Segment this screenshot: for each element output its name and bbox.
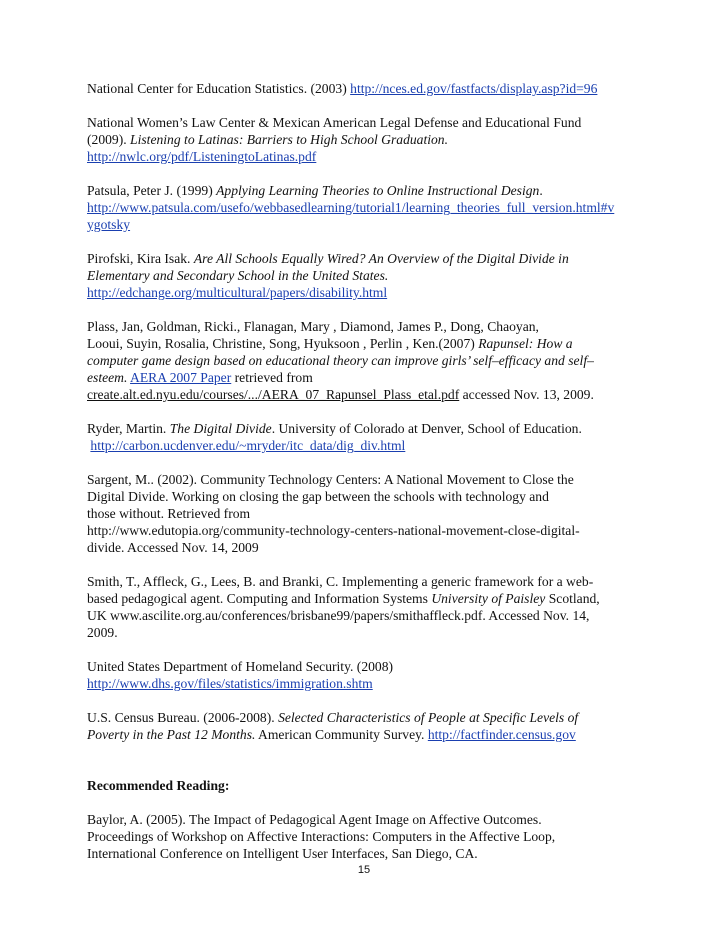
reference-smith xyxy=(87,573,647,641)
reference-title: University of Paisley xyxy=(431,591,546,606)
reference-text: accessed Nov. 13, 2009. xyxy=(459,387,594,402)
reference-line: Sargent, M.. (2002). Community Technology Centers: A National Movement to Close the xyxy=(87,472,574,487)
reference-line: Digital Divide. Working on closing the gap between the schools with technology and xyxy=(87,489,549,504)
reference-line xyxy=(87,335,647,352)
reference-line: National Women’s Law Center & Mexican American Legal Defense and Educational Fund xyxy=(87,115,582,130)
reference-line xyxy=(87,386,647,403)
reference-line: those without. Retrieved from xyxy=(87,506,251,521)
patsula-link-continued[interactable]: ygotsky xyxy=(87,217,131,232)
reference-baylor xyxy=(87,811,647,862)
page-number: 15 xyxy=(357,864,371,876)
nces-link[interactable]: http://nces.ed.gov/fastfacts/display.asp?id=96 xyxy=(350,81,598,96)
reference-title: Applying Learning Theories to Online Instructional Design xyxy=(216,183,540,198)
reference-title: computer game design based on educational theory can improve girls’ self–efficacy and self– xyxy=(87,353,594,368)
sargent-url: http://www.edutopia.org/community-technology-centers-national-movement-close-digital- xyxy=(87,523,580,538)
reference-line xyxy=(87,250,647,267)
pirofski-link[interactable]: http://edchange.org/multicultural/papers/disability.html xyxy=(87,285,388,300)
reference-text: based pedagogical agent. Computing and Information Systems xyxy=(87,591,432,606)
reference-title: esteem. xyxy=(87,370,128,385)
aera-paper-link[interactable]: AERA 2007 Paper xyxy=(130,370,232,385)
reference-text: Pirofski, Kira Isak. xyxy=(87,251,194,266)
reference-text: National Center for Education Statistics. (2003) xyxy=(87,81,351,96)
reference-line: Baylor, A. (2005). The Impact of Pedagogical Agent Image on Affective Outcomes. xyxy=(87,812,542,827)
reference-sargent xyxy=(87,471,647,556)
reference-text: Ryder, Martin. xyxy=(87,421,170,436)
reference-line: Plass, Jan, Goldman, Ricki., Flanagan, Mary , Diamond, James P., Dong, Chaoyan, xyxy=(87,319,539,334)
reference-dhs xyxy=(87,658,647,692)
reference-line xyxy=(87,131,647,148)
reference-title: Elementary and Secondary School in the United States. xyxy=(87,268,389,283)
reference-census xyxy=(87,709,647,743)
reference-line xyxy=(87,182,647,199)
reference-line: International Conference on Intelligent User Interfaces, San Diego, CA. xyxy=(87,846,478,861)
recommended-reading-heading: Recommended Reading: xyxy=(87,778,230,793)
reference-title: Rapunsel: How a xyxy=(478,336,573,351)
document-page xyxy=(87,80,647,879)
plass-pdf-link[interactable]: create.alt.ed.nyu.edu/courses/.../AERA_07_Rapunsel_Plass_etal.pdf xyxy=(87,387,460,402)
reference-text: Patsula, Peter J. (1999) xyxy=(87,183,217,198)
reference-nces xyxy=(87,80,647,97)
patsula-link[interactable]: http://www.patsula.com/usefo/webbasedlearning/tutorial1/learning_theories_full_version.html#v xyxy=(87,200,615,215)
reference-title: Listening to Latinas: Barriers to High School Graduation. xyxy=(130,132,449,147)
reference-line: UK www.ascilite.org.au/conferences/brisbane99/papers/smithaffleck.pdf. Accessed Nov. 14, xyxy=(87,608,590,623)
reference-title: Are All Schools Equally Wired? An Overview of the Digital Divide in xyxy=(193,251,569,266)
dhs-link[interactable]: http://www.dhs.gov/files/statistics/immigration.shtm xyxy=(87,676,373,691)
reference-text: . University of Colorado at Denver, School of Education. xyxy=(271,421,582,436)
reference-line xyxy=(87,369,647,386)
reference-line xyxy=(87,726,647,743)
reference-line: divide. Accessed Nov. 14, 2009 xyxy=(87,540,259,555)
reference-pirofski xyxy=(87,250,647,301)
reference-text: retrieved from xyxy=(231,370,313,385)
reference-line: Smith, T., Affleck, G., Lees, B. and Branki, C. Implementing a generic framework for a web- xyxy=(87,574,594,589)
reference-line xyxy=(87,437,647,454)
nwlc-link[interactable]: http://nwlc.org/pdf/ListeningtoLatinas.pdf xyxy=(87,149,317,164)
census-link[interactable]: http://factfinder.census.gov xyxy=(427,727,576,742)
reference-line xyxy=(87,420,647,437)
reference-text: Looui, Suyin, Rosalia, Christine, Song, Hyuksoon , Perlin , Ken.(2007) xyxy=(87,336,479,351)
reference-line xyxy=(87,590,647,607)
reference-ryder xyxy=(87,420,647,454)
reference-line: 2009. xyxy=(87,625,118,640)
reference-patsula xyxy=(87,182,647,233)
reference-line: United States Department of Homeland Security. (2008) xyxy=(87,659,394,674)
reference-nwlc xyxy=(87,114,647,165)
reference-text: Scotland, xyxy=(545,591,600,606)
reference-title: Poverty in the Past 12 Months. xyxy=(87,727,256,742)
reference-text: . xyxy=(539,183,543,198)
reference-line xyxy=(87,709,647,726)
reference-text: (2009). xyxy=(87,132,131,147)
reference-text: U.S. Census Bureau. (2006-2008). xyxy=(87,710,279,725)
reference-title: Selected Characteristics of People at Specific Levels of xyxy=(278,710,579,725)
reference-text: American Community Survey. xyxy=(255,727,428,742)
ryder-link[interactable]: http://carbon.ucdenver.edu/~mryder/itc_data/dig_div.html xyxy=(90,438,406,453)
reference-title: The Digital Divide xyxy=(169,421,272,436)
reference-plass xyxy=(87,318,647,403)
reference-line: Proceedings of Workshop on Affective Interactions: Computers in the Affective Loop, xyxy=(87,829,556,844)
